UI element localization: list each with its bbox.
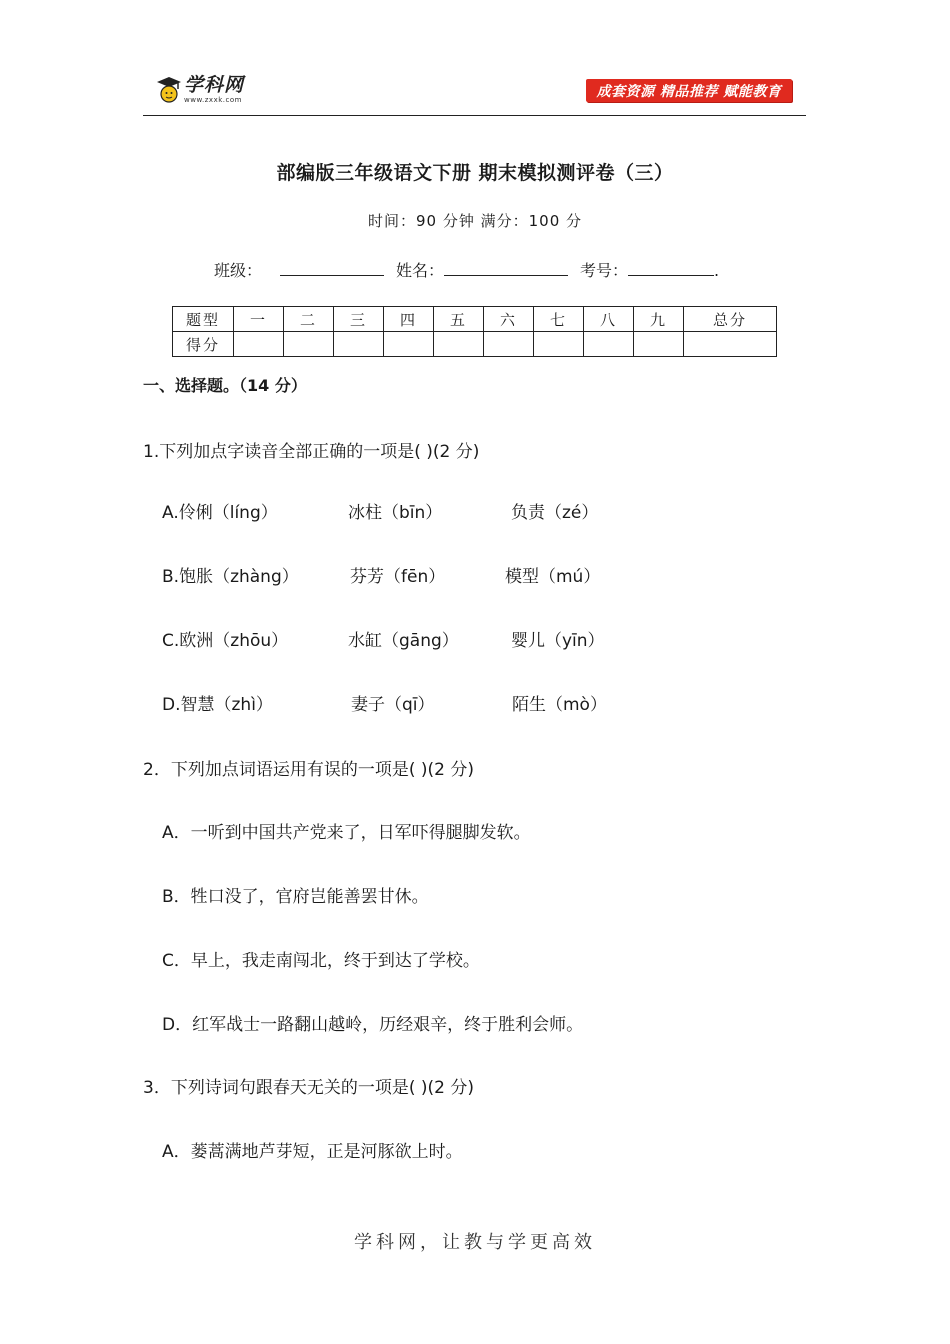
table-cell: 七 <box>534 307 584 332</box>
score-cell[interactable] <box>534 332 584 357</box>
q1-option-c-2: 水缸（gāng） <box>348 631 459 651</box>
question-1-stem: 1.下列加点字读音全部正确的一项是( )(2 分) <box>143 442 480 462</box>
logo-name: 学科网 <box>184 74 245 96</box>
q1-option-c-1: C.欧洲（zhōu） <box>162 631 289 651</box>
number-field[interactable] <box>628 261 714 276</box>
score-cell[interactable] <box>684 332 777 357</box>
score-cell[interactable] <box>284 332 334 357</box>
q2-option-d: D．红军战士一路翻山越岭，历经艰辛，终于胜利会师。 <box>162 1015 584 1035</box>
end-mark: . <box>714 261 720 280</box>
header-divider <box>143 115 806 116</box>
q1-option-d-2: 妻子（qī） <box>351 695 435 715</box>
q2-option-a: A．一听到中国共产党来了，日军吓得腿脚发软。 <box>162 823 531 843</box>
class-label: 班级： <box>214 261 263 280</box>
score-cell[interactable] <box>234 332 284 357</box>
q1-option-b-2: 芬芳（fēn） <box>350 567 446 587</box>
name-field[interactable] <box>444 261 568 276</box>
score-cell[interactable] <box>434 332 484 357</box>
logo-url: www.zxxk.com <box>184 96 242 104</box>
table-cell: 三 <box>334 307 384 332</box>
q2-option-c: C．早上，我走南闯北，终于到达了学校。 <box>162 951 480 971</box>
table-cell: 得分 <box>173 332 234 357</box>
exam-time-score: 时间：90 分钟 满分：100 分 <box>367 212 583 230</box>
table-cell: 四 <box>384 307 434 332</box>
page-footer: 学科网，让教与学更高效 <box>354 1232 596 1253</box>
q1-option-c-3: 婴儿（yīn） <box>511 631 605 651</box>
table-cell: 题型 <box>173 307 234 332</box>
table-cell: 一 <box>234 307 284 332</box>
q3-option-a: A．蒌蒿满地芦芽短，正是河豚欲上时。 <box>162 1142 463 1162</box>
q2-option-b: B．牲口没了，官府岂能善罢甘休。 <box>162 887 429 907</box>
name-label: 姓名： <box>396 261 445 280</box>
score-table-header-row <box>173 307 777 332</box>
q1-option-d-1: D.智慧（zhì） <box>162 695 273 715</box>
table-cell: 六 <box>484 307 534 332</box>
q1-option-b-3: 模型（mú） <box>505 567 601 587</box>
table-cell: 八 <box>584 307 634 332</box>
logo <box>156 72 244 108</box>
q1-option-a-3: 负责（zé） <box>511 503 599 523</box>
score-cell[interactable] <box>634 332 684 357</box>
score-table <box>172 306 777 357</box>
page-title: 部编版三年级语文下册 期末模拟测评卷（三） <box>276 162 674 184</box>
score-cell[interactable] <box>584 332 634 357</box>
q1-option-b-1: B.饱胀（zhàng） <box>162 567 299 587</box>
score-table-score-row <box>173 332 777 357</box>
table-cell: 五 <box>434 307 484 332</box>
q1-option-a-1: A.伶俐（líng） <box>162 503 278 523</box>
question-2-stem: 2．下列加点词语运用有误的一项是( )(2 分) <box>143 760 474 780</box>
table-cell: 总分 <box>684 307 777 332</box>
score-cell[interactable] <box>484 332 534 357</box>
slogan-banner: 成套资源 精品推荐 赋能教育 <box>586 79 792 102</box>
q1-option-d-3: 陌生（mò） <box>512 695 607 715</box>
student-info-row <box>214 258 719 281</box>
number-label: 考号： <box>580 261 629 280</box>
table-cell: 九 <box>634 307 684 332</box>
score-cell[interactable] <box>384 332 434 357</box>
q1-option-a-2: 冰柱（bīn） <box>348 503 443 523</box>
question-3-stem: 3．下列诗词句跟春天无关的一项是( )(2 分) <box>143 1078 474 1098</box>
section-heading: 一、选择题。（14 分） <box>143 376 307 395</box>
table-cell: 二 <box>284 307 334 332</box>
class-field[interactable] <box>280 261 384 276</box>
graduate-cap-icon <box>156 75 182 105</box>
score-cell[interactable] <box>334 332 384 357</box>
